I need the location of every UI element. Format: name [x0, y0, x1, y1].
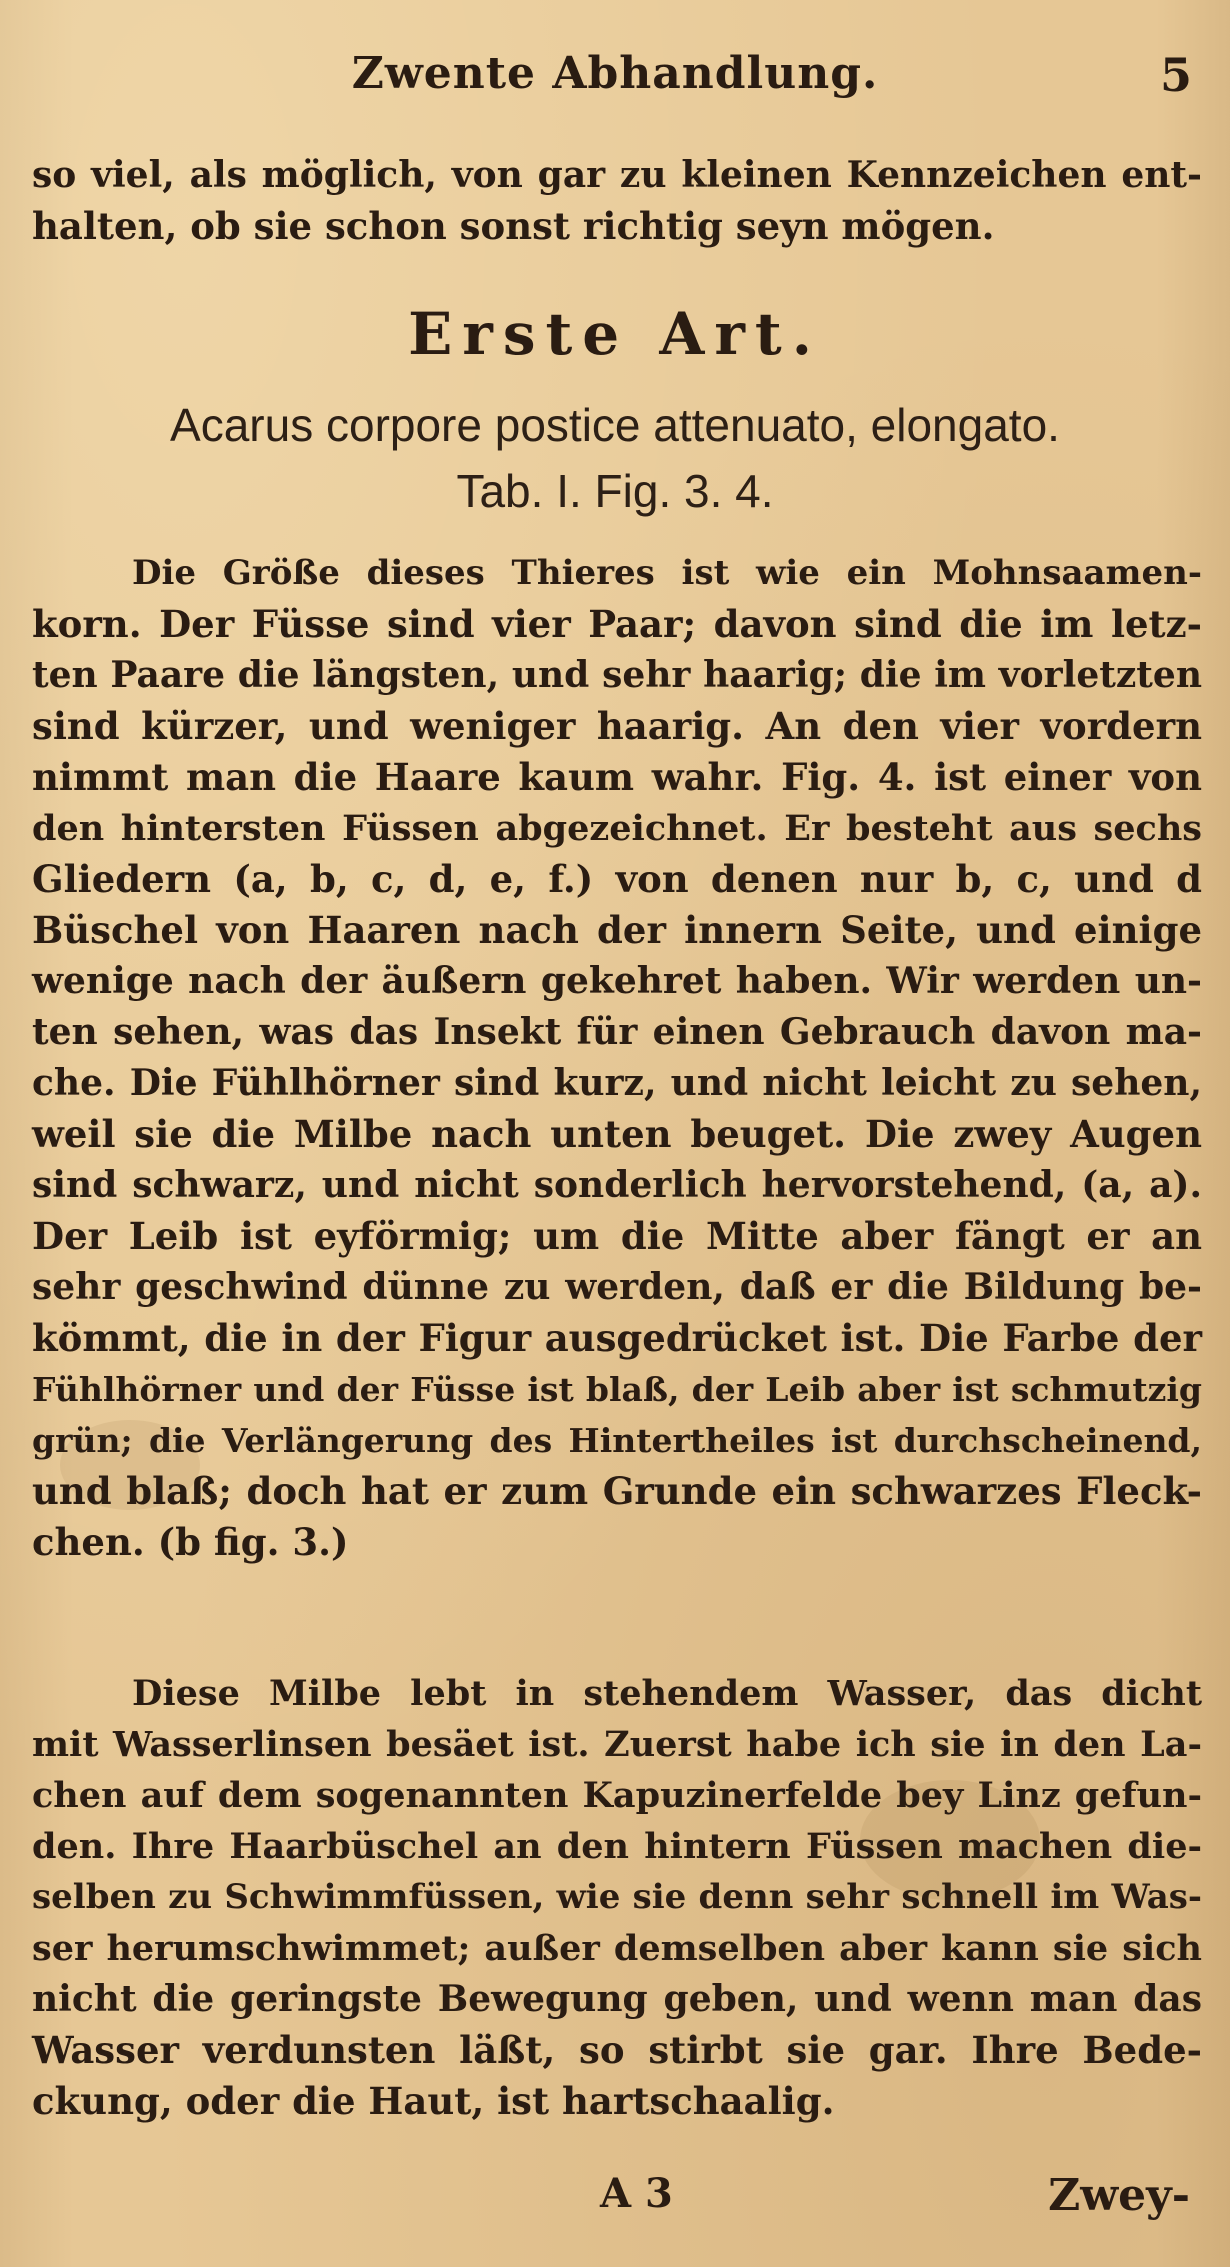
text-line: weil sie die Milbe nach unten beuget. Die zwey Augen	[32, 1112, 1202, 1156]
text-line: nicht die geringste Bewegung geben, und wenn man das	[32, 1978, 1202, 2020]
text-line: ten sehen, was das Insekt für einen Gebrauch davon ma-	[32, 1011, 1202, 1053]
text-line: Wasser verdunsten läßt, so stirbt sie gar. Ihre Bede-	[32, 2028, 1202, 2072]
text-line: den. Ihre Haarbüschel an den hintern Füssen machen die-	[32, 1826, 1202, 1867]
text-line: halten, ob sie schon sonst richtig seyn mögen.	[32, 204, 995, 248]
text-line: che. Die Fühlhörner sind kurz, und nicht leicht zu sehen,	[32, 1062, 1202, 1104]
paragraph-description	[32, 548, 1202, 1568]
text-line: sind schwarz, und nicht sonderlich hervorstehend, (a, a).	[32, 1164, 1202, 1206]
intro-text	[32, 150, 1202, 252]
page-footer	[0, 2170, 1230, 2230]
page-number: 5	[1159, 48, 1192, 102]
section-heading: Erste Art.	[408, 300, 822, 368]
text-line: korn. Der Füsse sind vier Paar; davon sind die im letz-	[32, 602, 1202, 646]
text-line: Der Leib ist eyförmig; um die Mitte aber fängt er an	[32, 1214, 1202, 1258]
text-line: Die Größe dieses Thieres ist wie ein Mohnsaamen-	[132, 553, 1202, 593]
text-line: wenige nach der äußern gekehret haben. Wir werden un-	[32, 960, 1202, 1002]
running-head	[0, 48, 1230, 118]
text-line: Büschel von Haaren nach der innern Seite, und einige	[32, 908, 1202, 952]
text-line: Fühlhörner und der Füsse ist blaß, der Leib aber ist schmutzig	[32, 1370, 1202, 1409]
text-line: sind kürzer, und weniger haarig. An den vier vordern	[32, 704, 1202, 748]
text-line: so viel, als möglich, von gar zu kleinen Kennzeichen ent-	[32, 154, 1202, 196]
signature-mark: A 3	[600, 2170, 673, 2217]
text-line: selben zu Schwimmfüssen, wie sie denn sehr schnell im Was-	[32, 1877, 1202, 1917]
text-line: chen auf dem sogenannten Kapuzinerfelde bey Linz gefun-	[32, 1775, 1202, 1816]
text-line: sehr geschwind dünne zu werden, daß er die Bildung be-	[32, 1266, 1202, 1308]
text-line: Diese Milbe lebt in stehendem Wasser, das dicht	[132, 1673, 1202, 1714]
text-line: und blaß; doch hat er zum Grunde ein schwarzes Fleck-	[32, 1469, 1202, 1513]
text-line: kömmt, die in der Figur ausgedrücket ist. Die Farbe der	[32, 1316, 1202, 1360]
text-line: Gliedern (a, b, c, d, e, f.) von denen nur b, c, und d	[32, 857, 1202, 901]
text-line: den hintersten Füssen abgezeichnet. Er besteht aus sechs	[32, 808, 1202, 849]
catchword: Zwey-	[1048, 2170, 1190, 2221]
text-line: chen. (b fig. 3.)	[32, 1520, 349, 1564]
text-line: grün; die Verlängerung des Hintertheiles ist durchscheinend,	[32, 1421, 1202, 1460]
text-line: ser herumschwimmet; außer demselben aber kann sie sich	[32, 1928, 1202, 1969]
paragraph-habitat	[32, 1668, 1202, 2127]
text-line: nimmt man die Haare kaum wahr. Fig. 4. ist einer von	[32, 755, 1202, 799]
text-line: mit Wasserlinsen besäet ist. Zuerst habe ich sie in den La-	[32, 1724, 1202, 1765]
text-line: ckung, oder die Haut, ist hartschaalig.	[32, 2079, 835, 2123]
running-title: Zwente Abhandlung.	[351, 48, 879, 99]
plate-reference: Tab. I. Fig. 3. 4.	[456, 465, 774, 517]
species-latin-name: Acarus corpore postice attenuato, elongato.	[170, 399, 1060, 451]
text-line: ten Paare die längsten, und sehr haarig; die im vorletzten	[32, 654, 1202, 696]
